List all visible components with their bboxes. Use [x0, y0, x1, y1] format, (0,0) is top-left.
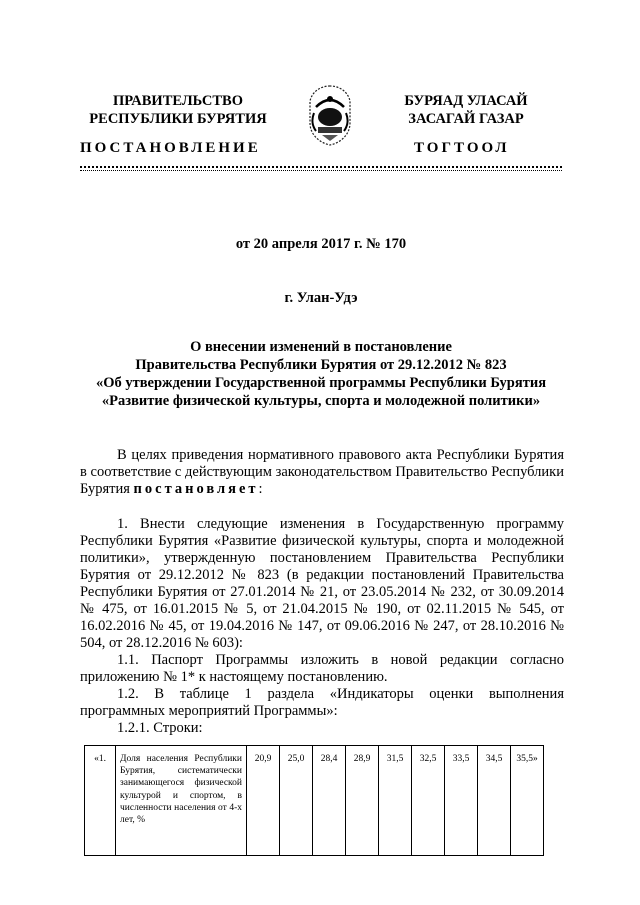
header-right-line1: БУРЯАД УЛАСАЙ	[404, 93, 528, 109]
row-number-cell: «1.	[85, 746, 116, 856]
value-cell: 31,5	[379, 746, 412, 856]
preamble-paragraph	[80, 447, 564, 498]
date-and-number: от 20 апреля 2017 г. № 170	[235, 236, 407, 252]
preamble-resolves: постановляет	[133, 481, 259, 497]
value-cell: 25,0	[280, 746, 313, 856]
value-cell: 33,5	[445, 746, 478, 856]
title-line: «Развитие физической культуры, спорта и молодежной политики»	[101, 393, 541, 409]
header-left-line2: РЕСПУБЛИКИ БУРЯТИЯ	[89, 111, 267, 127]
item-1-1: 1.1. Паспорт Программы изложить в новой редакции согласно приложению № 1* к настоящему постановлению.	[80, 652, 564, 685]
decree-label-russian: ПОСТАНОВЛЕНИЕ	[80, 140, 261, 156]
document-title	[80, 338, 562, 410]
preamble-text: В целях приведения нормативного правового акта Республики Бурятия в соответствие с действующим законодательством Правительство Республики Бурятия	[80, 447, 564, 497]
title-line: «Об утверждении Государственной программы Республики Бурятия	[95, 375, 547, 391]
table-row	[85, 746, 544, 856]
decree-items	[80, 516, 564, 737]
header-divider	[80, 166, 562, 168]
indicator-table	[84, 745, 544, 856]
city: г. Улан-Удэ	[284, 290, 358, 306]
item-1: 1. Внести следующие изменения в Государственную программу Республики Бурятия «Развитие физической культуры, спорта и молодежной политики», утвержденную постановлением Правительства Республики Бурятия от 29.12.2012 № 823 (в редакции постановлений Правительства Республики Бурятия от 27.01.2014 № 21, от 23.05.2014 № 232, от 30.09.2014 № 475, от 16.01.2015 № 5, от 21.04.2015 № 190, от 02.11.2015 № 545, от 16.02.2016 № 45, от 19.04.2016 № 147, от 09.06.2016 № 247, от 28.10.2016 № 504, от 28.12.2016 № 603):	[80, 516, 564, 651]
header-divider-secondary	[80, 170, 562, 171]
emblem-icon	[300, 83, 360, 147]
value-cell: 35,5»	[511, 746, 544, 856]
value-cell: 34,5	[478, 746, 511, 856]
title-line: Правительства Республики Бурятия от 29.12.2012 № 823	[135, 357, 507, 373]
preamble-colon: :	[258, 481, 263, 497]
value-cell: 32,5	[412, 746, 445, 856]
government-name-russian	[88, 92, 268, 128]
item-1-2-1: 1.2.1. Строки:	[117, 720, 203, 736]
value-cell: 20,9	[247, 746, 280, 856]
decree-label-buryat: ТОГТООЛ	[414, 140, 510, 156]
coat-of-arms-emblem	[300, 83, 360, 147]
value-cell: 28,9	[346, 746, 379, 856]
item-1-2: 1.2. В таблице 1 раздела «Индикаторы оценки выполнения программных мероприятий Программы»:	[80, 686, 564, 719]
indicator-cell: Доля населения Республики Бурятия, систематически занимающегося физической культурой и спортом, в численности населения от 4-х лет, %	[116, 746, 247, 856]
header-right-line2: ЗАСАГАЙ ГАЗАР	[408, 111, 524, 127]
header-left-line1: ПРАВИТЕЛЬСТВО	[113, 93, 243, 109]
government-name-buryat	[386, 92, 546, 128]
title-line: О внесении изменений в постановление	[190, 339, 452, 355]
value-cell: 28,4	[313, 746, 346, 856]
